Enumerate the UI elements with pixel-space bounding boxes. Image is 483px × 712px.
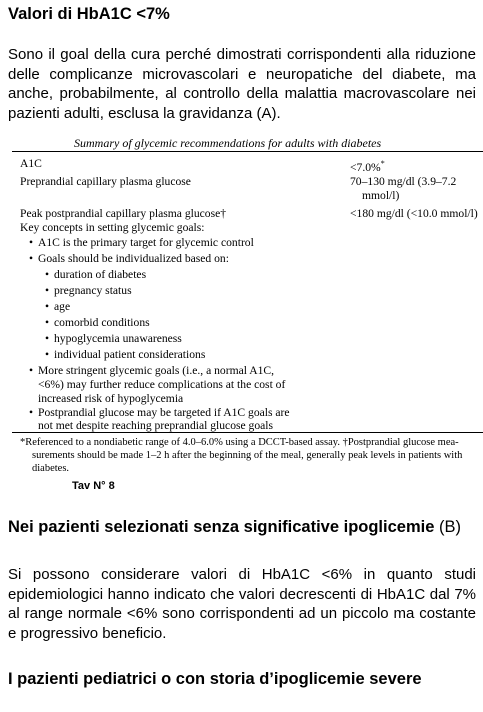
sub-item: • duration of diabetes bbox=[54, 268, 146, 282]
key-concepts-title: Key concepts in setting glycemic goals: bbox=[20, 221, 205, 234]
sub-item: • hypoglycemia unawareness bbox=[54, 332, 182, 346]
row-preprandial-value: 70–130 mg/dl (3.9–7.2 bbox=[350, 175, 457, 188]
key-item-postprandial-cont: not met despite reaching preprandial glucose goals bbox=[38, 419, 274, 432]
row-preprandial-value-cont: mmol/l) bbox=[362, 189, 400, 202]
table-caption: Summary of glycemic recommendations for adults with diabetes bbox=[74, 136, 382, 150]
heading2-evidence-grade: (B) bbox=[434, 518, 461, 536]
intro-paragraph: Sono il goal della cura perché dimostrati corrispondenti alla riduzione delle complicanze microvascolari e neuropatiche del diabete, ma anche, probabilmente, al controllo della malattia macrovascolare nei pazienti adulti, esclusa la gravidanza (A). bbox=[8, 46, 476, 122]
table-footnote-line: diabetes. bbox=[32, 463, 70, 474]
key-item-stringent-cont: <6%) may further reduce complications at the cost of bbox=[38, 378, 286, 391]
table-number-label: Tav N° 8 bbox=[72, 480, 115, 492]
table-footnote-line: surements should be made 1–2 h after the beginning of the meal, generally peak levels in patients with bbox=[32, 450, 463, 461]
sub-item: • age bbox=[54, 300, 70, 314]
heading2-bold: Nei pazienti selezionati senza significative ipoglicemie bbox=[8, 518, 435, 536]
row-postprandial-value: <180 mg/dl (<10.0 mmol/l) bbox=[350, 207, 478, 220]
key-item-stringent-cont: increased risk of hypoglycemia bbox=[38, 392, 184, 405]
section-heading-selected-patients bbox=[8, 518, 461, 537]
key-item: • A1C is the primary target for glycemic control bbox=[38, 236, 254, 250]
key-item-stringent: • More stringent glycemic goals (i.e., a normal A1C, bbox=[38, 364, 274, 378]
sub-item: • comorbid conditions bbox=[54, 316, 150, 330]
key-item: • Goals should be individualized based on: bbox=[38, 252, 229, 266]
row-postprandial-label: Peak postprandial capillary plasma glucose† bbox=[20, 207, 227, 220]
row-a1c-label: A1C bbox=[20, 157, 42, 170]
key-item-postprandial: • Postprandial glucose may be targeted if A1C goals are bbox=[38, 406, 290, 420]
table-top-rule bbox=[12, 151, 483, 152]
hba1c-6-paragraph: Si possono considerare valori di HbA1C <6% in quanto studi epidemiologici hanno indicato che valori decrescenti di HbA1C dal 7% al range normale <6% sono corrispondenti ad un piccolo ma costante e progressivo beneficio. bbox=[8, 566, 476, 642]
section-heading-pediatric: I pazienti pediatrici o con storia d’ipoglicemie severe bbox=[8, 670, 422, 688]
table-footnote-line: *Referenced to a nondiabetic range of 4.0–6.0% using a DCCT-based assay. †Postprandial glucose mea- bbox=[20, 437, 459, 448]
sub-item: • pregnancy status bbox=[54, 284, 132, 298]
sub-item: • individual patient considerations bbox=[54, 348, 205, 362]
row-a1c-value: <7.0%* bbox=[350, 159, 385, 174]
row-preprandial-label: Preprandial capillary plasma glucose bbox=[20, 175, 191, 188]
section-heading-hba1c: Valori di HbA1C <7% bbox=[8, 5, 170, 23]
